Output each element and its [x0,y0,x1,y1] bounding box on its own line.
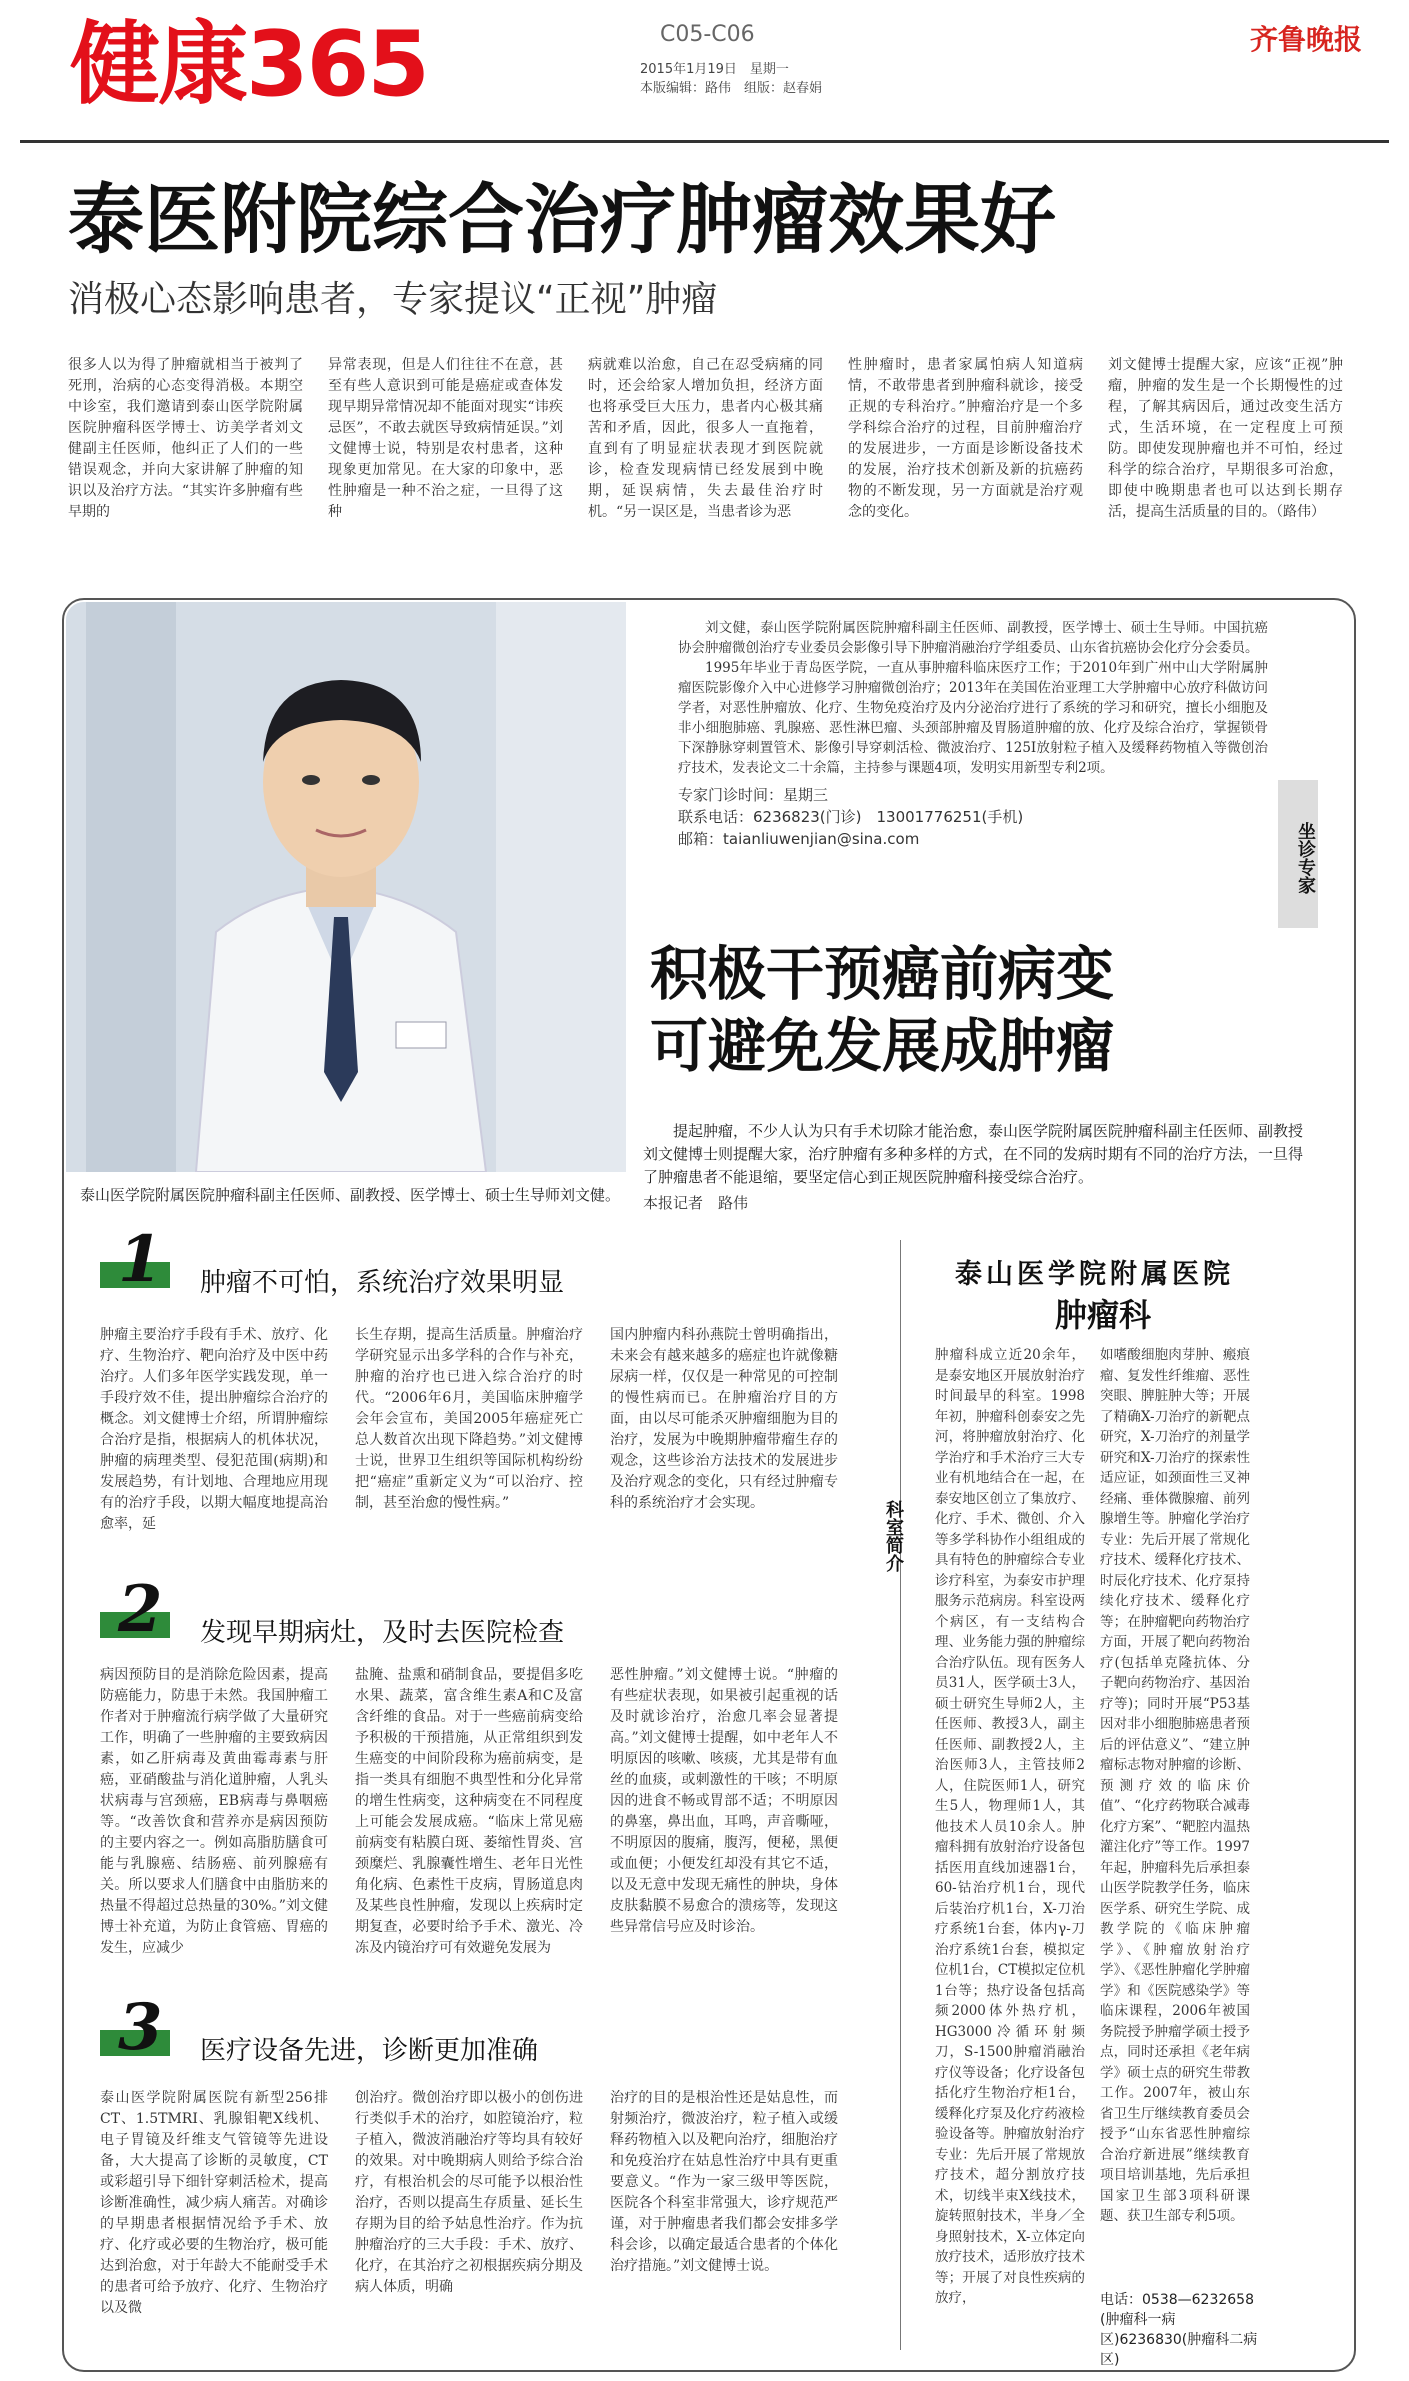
intro-column-3: 病就难以治愈，自己在忍受病痛的同时，还会给家人增加负担，经济方面也将承受巨大压力，患者内心极其痛苦和矛盾，因此，很多人一直拖着，直到有了明显症状表现才到医院就诊，检查发现病情已经发展到中晚期，延误病情，失去最佳治疗时机。“另一误区是，当患者诊为恶 [588,357,823,520]
section2-col1: 病因预防目的是消除危险因素，提高防癌能力，防患于未然。我国肿瘤工作者对于肿瘤流行病学做了大量研究工作，明确了一些肿瘤的主要致病因素，如乙肝病毒及黄曲霉毒素与肝癌，亚硝酸盐与消化道肿瘤，人乳头状病毒与宫颈癌，EB病毒与鼻咽癌等。“改善饮食和营养亦是病因预防的主要内容之一。例如高脂肪膳食可能与乳腺癌、结肠癌、前列腺癌有关。所以要求人们膳食中由脂肪来的热量不得超过总热量的30%。”刘文健博士补充道，为防止食管癌、胃癌的发生，应减少 [100,1667,328,1956]
intro-column-4: 性肿瘤时，患者家属怕病人知道病情，不敢带患者到肿瘤科就诊，接受正规的专科治疗。”肿瘤治疗是一个多学科综合治疗的过程，目前肿瘤治疗的发展进步，一方面是诊断设备技术的发展，治疗技术创新及新的抗癌药物的不断发现，另一方面就是治疗观念的变化。 [848,357,1083,520]
newspaper-logo: 齐鲁晚报 [1250,23,1363,56]
intro-column-5: 刘文健博士提醒大家，应该“正视”肿瘤，肿瘤的发生是一个长期慢性的过程，了解其病因后，通过改变生活方式，生活环境，在一定程度上可预防。即使发现肿瘤也并不可怕，经过科学的综合治疗，早期很多可治愈，即使中晚期患者也可以达到长期存活，提高生活质量的目的。（路伟） [1108,357,1343,520]
section2-title: 发现早期病灶，及时去医院检查 [200,1618,565,1648]
section1-number: 1 [118,1222,163,1297]
section3-col1: 泰山医学院附属医院有新型256排CT、1.5TMRI、乳腺钼靶X线机、电子胃镜及纤维支气管镜等先进设备，大大提高了诊断的灵敏度，CT或彩超引导下细针穿刺活检术，提高诊断准确性，减少病人痛苦。对确诊的早期患者根据情况给予手术、放疗、化疗或必要的生物治疗，极可能达到治愈，对于年龄大不能耐受手术的患者可给予放疗、化疗、生物治疗以及微 [100,2090,328,2316]
article2-title [650,938,1114,1082]
dept-col2: 如嗜酸细胞肉芽肿、瘢痕瘤、复发性纤维瘤、恶性突眼、脾脏肿大等；开展了精确X-刀治疗的新靶点研究，X-刀治疗的剂量学研究和X-刀治疗的探索性适应证，如颈面性三叉神经痛、垂体微腺瘤、前列腺增生等。肿瘤化学治疗专业：先后开展了常规化疗技术、缓释化疗技术、时辰化疗技术、化疗泵持续化疗技术、缓释化疗等；在肿瘤靶向药物治疗方面，开展了靶向药物治疗(包括单克隆抗体、分子靶向药物治疗、基因治疗等)；同时开展“P53基因对非小细胞肺癌患者预后的评估意义”、“建立肿瘤标志物对肿瘤的诊断、预测疗效的临床价值”、“化疗药物联合减毒化疗方案”、“靶腔内温热灌注化疗”等工作。1997年起，肿瘤科先后承担泰山医学院教学任务，临床医学系、研究生学院、成教学院的《临床肿瘤学》、《肿瘤放射治疗学》、《恶性肿瘤化学肿瘤学》和《医院感染学》等临床课程，2006年被国务院授予肿瘤学硕士授予点，同时还承担《老年病学》硕士点的研究生带教工作。2007年，被山东省卫生厅继续教育委员会授予“山东省恶性肿瘤综合治疗新进展”继续教育项目培训基地，先后承担国家卫生部3项科研课题、获卫生部专利5项。 [1100,1347,1250,2224]
editors: 本版编辑：路伟 组版：赵春娟 [640,81,823,96]
doctor-portrait-illustration [66,602,626,1172]
issue-date: 2015年1月19日 星期一 [640,62,789,77]
masthead-rule [20,140,1389,143]
sidebar-divider [900,1240,901,2350]
section1-col1: 肿瘤主要治疗手段有手术、放疗、化疗、生物治疗、靶向治疗及中医中药治疗。人们多年医学实践发现，单一手段疗效不佳，提出肿瘤综合治疗的概念。刘文健博士介绍，所谓肿瘤综合治疗是指，根据病人的机体状况，肿瘤的病理类型、侵犯范围(病期)和发展趋势，有计划地、合理地应用现有的治疗手段，以期大幅度地提高治愈率，延 [100,1327,328,1532]
section1-title: 肿瘤不可怕，系统治疗效果明显 [200,1268,565,1298]
contact-phone: 联系电话：6236823(门诊) 13001776251(手机) [678,808,1024,826]
article2-title-line2: 可避免发展成肿瘤 [650,1012,1115,1080]
dept-phone: 电话：0538—6232658 [1100,2292,1254,2308]
bio-paragraph-2: 1995年毕业于青岛医学院，一直从事肿瘤科临床医疗工作；于2010年到广州中山大学附属肿瘤医院影像介入中心进修学习肿瘤微创治疗；2013年在美国佐治亚理工大学肿瘤中心放疗科做访问学者，对恶性肿瘤放、化疗、生物免疫治疗及内分泌治疗进行了系统的学习和研究，擅长小细胞及非小细胞肺癌、乳腺癌、恶性淋巴瘤、头颈部肿瘤及胃肠道肿瘤的放、化疗及综合治疗，掌握锁骨下深静脉穿刺置管术、影像引导穿刺活检、微波治疗、125I放射粒子植入及缓释药物植入等微创治疗技术，发表论文二十余篇，主持参与课题4项，发明实用新型专利2项。 [678,660,1268,776]
section3-number: 3 [118,1990,163,2065]
page-range: C05-C06 [660,22,755,47]
headline: 泰医附院综合治疗肿瘤效果好 [68,175,1056,264]
section1-col3: 国内肿瘤内科孙燕院士曾明确指出，未来会有越来越多的癌症也许就像糖尿病一样，仅仅是一种常见的可控制的慢性病而已。在肿瘤治疗目的方面，由以尽可能杀灭肿瘤细胞为目的治疗，发展为中晚期肿瘤带瘤生存的观念，这些诊治方法技术的发展进步及治疗观念的变化，只有经过肿瘤专科的系统治疗才会实现。 [610,1327,838,1511]
dept-hospital-name: 泰山医学院附属医院 [955,1259,1234,1290]
masthead-title: 健康365 [70,12,428,117]
section2-col3: 恶性肿瘤。”刘文健博士说。“肿瘤的有些症状表现，如果被引起重视的话及时就诊治疗，治愈几率会显著提高。”刘文健博士提醒，如中老年人不明原因的咳嗽、咳痰，尤其是带有血丝的血痰，或刺激性的干咳；不明原因的进食不畅或胃部不适；不明原因的鼻塞，鼻出血，耳鸣，声音嘶哑，不明原因的腹痛，腹泻，便秘，黑便或血便；小便发红却没有其它不适，以及无意中发现无痛性的肿块，身体皮肤黏膜不易愈合的溃疡等，发现这些异常信号应及时诊治。 [610,1667,838,1935]
dept-phone-note: (肿瘤科一病区)6236830(肿瘤科二病区) [1100,2312,1258,2368]
dept-name: 肿瘤科 [1055,1296,1152,1334]
contact-block [678,784,1268,850]
byline: 本报记者 路伟 [643,1194,749,1212]
section3-col3: 治疗的目的是根治性还是姑息性，而射频治疗，微波治疗，粒子植入或缓释药物植入以及靶向治疗，细胞治疗和免疫治疗在姑息性治疗中具有更重要意义。“作为一家三级甲等医院，医院各个科室非常强大，诊疗规范严谨，对于肿瘤患者我们都会安排多学科会诊，以确定最适合患者的个体化治疗措施。”刘文健博士说。 [610,2090,838,2274]
masthead-info [640,60,822,98]
bio-paragraph-1: 刘文健，泰山医学院附属医院肿瘤科副主任医师、副教授，医学博士、硕士生导师。中国抗癌协会肿瘤微创治疗专业委员会影像引导下肿瘤消融治疗学组委员、山东省抗癌协会化疗分会委员。 [678,620,1268,656]
section1-col2: 长生存期，提高生活质量。肿瘤治疗学研究显示出多学科的合作与补充，肿瘤的治疗也已进入综合治疗的时代。“2006年6月，美国临床肿瘤学会年会宣布，美国2005年癌症死亡总人数首次出现下降趋势。”刘文健博士说，世界卫生组织等国际机构纷纷把“癌症”重新定义为“可以治疗、控制，甚至治愈的慢性病。” [355,1327,583,1511]
doctor-photo [66,602,626,1172]
article2-title-line1: 积极干预癌前病变 [650,940,1115,1008]
dept-contact [1100,2290,1270,2370]
clinic-time: 专家门诊时间：星期三 [678,786,829,804]
section3-col2: 创治疗。微创治疗即以极小的创伤进行类似手术的治疗，如腔镜治疗，粒子植入，微波消融治疗等均具有较好的效果。对中晚期病人则给予综合治疗，有根治机会的尽可能予以根治性治疗，否则以提高生存质量、延长生存期为目的给予姑息性治疗。作为抗肿瘤治疗的三大手段：手术、放疗、化疗，在其治疗之初根据疾病分期及病人体质，明确 [355,2090,583,2295]
contact-email: 邮箱：taianliuwenjian@sina.com [678,830,920,848]
subheadline: 消极心态影响患者，专家提议“正视”肿瘤 [68,279,718,320]
intro-column-1: 很多人以为得了肿瘤就相当于被判了死刑，治病的心态变得消极。本期空中诊室，我们邀请到泰山医学院附属医院肿瘤科医学博士、访美学者刘文健副主任医师，他纠正了人们的一些错误观念，并向大家讲解了肿瘤的知识以及治疗方法。“其实许多肿瘤有些早期的 [68,357,303,520]
section2-number: 2 [118,1572,163,1647]
doctor-bio [678,618,1268,850]
section-tag-expert: 坐诊专家 [1278,780,1318,928]
section3-title: 医疗设备先进，诊断更加准确 [200,2036,539,2066]
intro-column-2: 异常表现，但是人们往往不在意，甚至有些人意识到可能是癌症或查体发现早期异常情况却不能面对现实“讳疾忌医”，不敢去就医导致病情延误。”刘文健博士说，特别是农村患者，这种现象更加常见。在大家的印象中，恶性肿瘤是一种不治之症，一旦得了这种 [328,357,563,520]
article2-lead: 提起肿瘤，不少人认为只有手术切除才能治愈，泰山医学院附属医院肿瘤科副主任医师、副教授刘文健博士则提醒大家，治疗肿瘤有多种多样的方式，在不同的发病时期有不同的治疗方法，一旦得了肿瘤患者不能退缩，要坚定信心到正规医院肿瘤科接受综合治疗。 [643,1122,1304,1186]
photo-caption: 泰山医学院附属医院肿瘤科副主任医师、副教授、医学博士、硕士生导师刘文健。 [80,1186,621,1204]
section-tag-dept: 科室简介 [883,1500,904,1572]
dept-col1: 肿瘤科成立近20余年，是泰安地区开展放射治疗时间最早的科室。1998年初，肿瘤科创泰安之先河，将肿瘤放射治疗、化学治疗和手术治疗三大专业有机地结合在一起，在泰安地区创立了集放疗、化疗、手术、微创、介入等多学科协作小组组成的具有特色的肿瘤综合专业诊疗科室，为泰安市护理服务示范病房。科室设两个病区，有一支结构合理、业务能力强的肿瘤综合治疗队伍。现有医务人员31人，医学硕士3人，硕士研究生导师2人，主任医师、教授3人，副主任医师、副教授2人，主治医师3人，主管技师2人，住院医师1人，研究生5人，物理师1人，其他技术人员10余人。肿瘤科拥有放射治疗设备包括医用直线加速器1台，60-钴治疗机1台，现代后装治疗机1台，X-刀治疗系统1台套，体内γ-刀治疗系统1台套，模拟定位机1台，CT模拟定位机1台等；热疗设备包括高频2000体外热疗机，HG3000冷循环射频刀，S-1500肿瘤消融治疗仪等设备；化疗设备包括化疗生物治疗柜1台，缓释化疗泵及化疗药液检验设备等。肿瘤放射治疗专业：先后开展了常规放疗技术，超分割放疗技术，切线半束X线技术，旋转照射技术，半身／全身照射技术，X-立体定向放疗技术，适形放疗技术等；开展了对良性疾病的放疗， [935,1347,1085,2306]
section2-col2: 盐腌、盐熏和硝制食品，要提倡多吃水果、蔬菜，富含维生素A和C及富含纤维的食品。对于一些癌前病变给予积极的干预措施，从正常组织到发生癌变的中间阶段称为癌前病变，是指一类具有细胞不典型性和分化异常的增生性病变，这种病变在不同程度上可能会发展成癌。“临床上常见癌前病变有粘膜白斑、萎缩性胃炎、宫颈糜烂、乳腺囊性增生、老年日光性角化病、色素性干皮病，胃肠道息肉及某些良性肿瘤，发现以上疾病时定期复查，必要时给予手术、激光、冷冻及内镜治疗可有效避免发展为 [355,1667,583,1956]
